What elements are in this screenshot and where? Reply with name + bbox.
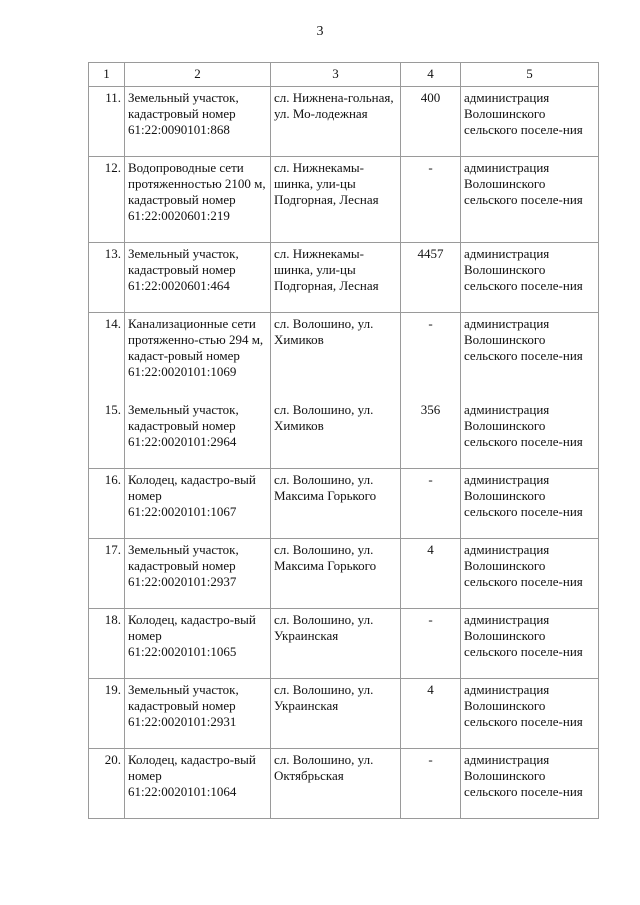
object-description: Земельный участок, кадастровый номер 61:22:0020101:2931 [125,679,271,749]
object-owner: администрация Волошинского сельского поселе-ния [461,243,599,313]
header-col-4: 4 [401,63,461,87]
table-row [89,469,599,539]
table-row [89,243,599,313]
header-col-2: 2 [125,63,271,87]
table-row [89,609,599,679]
object-location: сл. Волошино, ул. Украинская [271,609,401,679]
object-location: сл. Волошино, ул. Максима Горького [271,469,401,539]
row-number: 12. [89,157,125,243]
header-col-5: 5 [461,63,599,87]
object-owner: администрация Волошинского сельского поселе-ния [461,539,599,609]
object-description: Канализационные сети протяженно-стью 294 м, кадаст-ровый номер 61:22:0020101:1069 [125,313,271,399]
row-number: 14. [89,313,125,399]
object-description: Водопроводные сети протяженностью 2100 м, кадастровый номер 61:22:0020601:219 [125,157,271,243]
property-table [88,62,599,819]
object-area: - [401,157,461,243]
row-number: 17. [89,539,125,609]
object-description: Земельный участок, кадастровый номер 61:22:0090101:868 [125,87,271,157]
table-row [89,313,599,399]
object-area: 4 [401,679,461,749]
object-area: 400 [401,87,461,157]
row-number: 18. [89,609,125,679]
row-number: 19. [89,679,125,749]
object-area: - [401,609,461,679]
object-area: - [401,313,461,399]
table-row [89,749,599,819]
table-row [89,87,599,157]
row-number: 11. [89,87,125,157]
object-area: - [401,469,461,539]
object-owner: администрация Волошинского сельского поселе-ния [461,749,599,819]
object-description: Колодец, кадастро-вый номер 61:22:0020101:1065 [125,609,271,679]
object-location: сл. Нижнена-гольная, ул. Мо-лодежная [271,87,401,157]
object-owner: администрация Волошинского сельского поселе-ния [461,469,599,539]
object-location: сл. Волошино, ул. Максима Горького [271,539,401,609]
object-location: сл. Волошино, ул. Октябрьская [271,749,401,819]
object-owner: администрация Волошинского сельского поселе-ния [461,609,599,679]
object-description: Колодец, кадастро-вый номер 61:22:0020101:1064 [125,749,271,819]
object-owner: администрация Волошинского сельского поселе-ния [461,679,599,749]
object-area: 356 [401,399,461,469]
object-owner: администрация Волошинского сельского поселе-ния [461,399,599,469]
object-owner: администрация Волошинского сельского поселе-ния [461,87,599,157]
table-row [89,399,599,469]
object-location: сл. Нижнекамы-шинка, ули-цы Подгорная, Лесная [271,157,401,243]
object-owner: администрация Волошинского сельского поселе-ния [461,157,599,243]
row-number: 13. [89,243,125,313]
table-row [89,539,599,609]
object-description: Земельный участок, кадастровый номер 61:22:0020601:464 [125,243,271,313]
row-number: 15. [89,399,125,469]
table-row [89,157,599,243]
page-number: 3 [316,24,324,39]
object-description: Земельный участок, кадастровый номер 61:22:0020101:2937 [125,539,271,609]
table-row [89,679,599,749]
object-location: сл. Волошино, ул. Химиков [271,313,401,399]
object-location: сл. Нижнекамы-шинка, ули-цы Подгорная, Лесная [271,243,401,313]
row-number: 20. [89,749,125,819]
object-description: Колодец, кадастро-вый номер 61:22:0020101:1067 [125,469,271,539]
object-description: Земельный участок, кадастровый номер 61:22:0020101:2964 [125,399,271,469]
header-col-1: 1 [89,63,125,87]
object-location: сл. Волошино, ул. Украинская [271,679,401,749]
object-owner: администрация Волошинского сельского поселе-ния [461,313,599,399]
object-area: 4457 [401,243,461,313]
header-row [89,63,599,87]
object-area: - [401,749,461,819]
row-number: 16. [89,469,125,539]
header-col-3: 3 [271,63,401,87]
object-location: сл. Волошино, ул. Химиков [271,399,401,469]
object-area: 4 [401,539,461,609]
